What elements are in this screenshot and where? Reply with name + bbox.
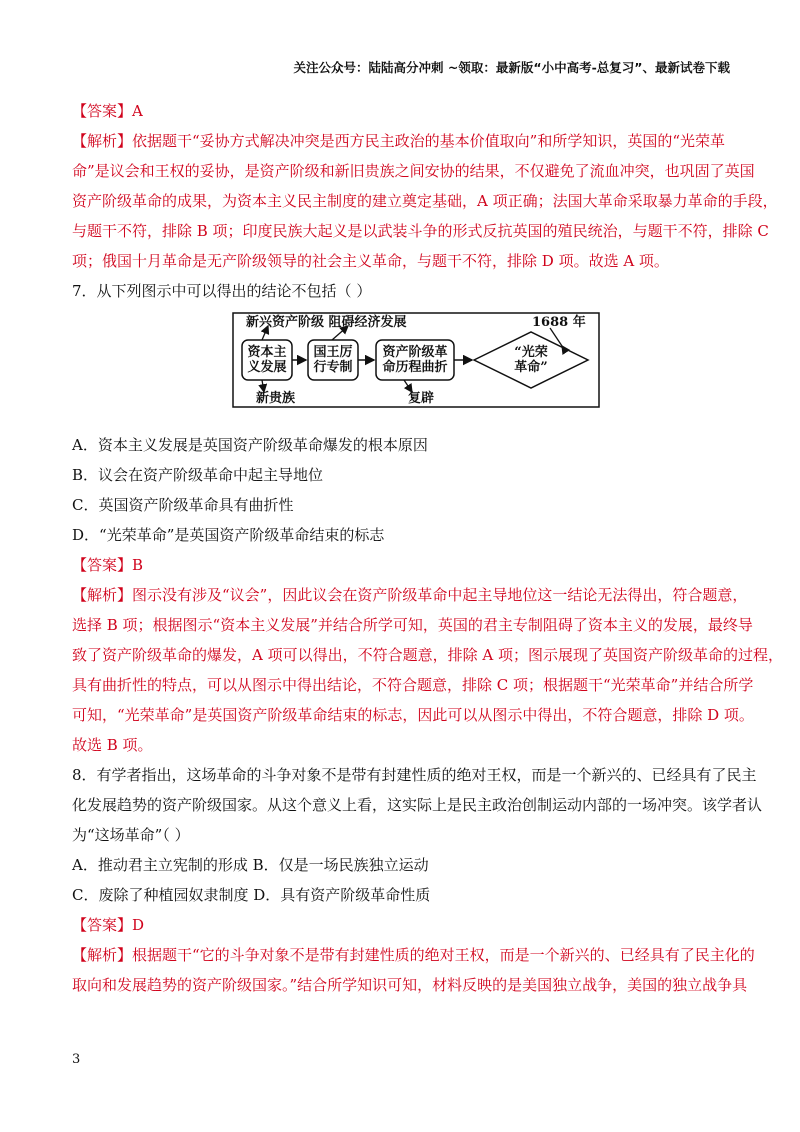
analysis-tag: 【解析】 [72, 132, 133, 150]
q6-answer [72, 96, 732, 126]
diamond-line2: 革命” [514, 360, 548, 375]
q8-stem-line: 化发展趋势的资产阶级国家。从这个意义上看，这实际上是民主政治创制运动内部的一场冲突。该学者认 [72, 796, 763, 814]
q6-analysis-line: 命”是议会和王权的妥协，是资产阶级和新旧贵族之间安协的结果，不仅避免了流血冲突，也巩固了英国 [72, 162, 755, 180]
diamond-label [503, 345, 559, 375]
diagram-bottom-mid: 复辟 [408, 391, 435, 406]
q7-analysis-line [72, 580, 748, 610]
q7-answer [72, 550, 732, 580]
box1-line2: 义发展 [247, 360, 287, 375]
q8-analysis-line [72, 940, 755, 970]
box3-line1: 资产阶级革 [382, 345, 448, 360]
analysis-text: 依据题干“妥协方式解决冲突是西方民主政治的基本价值取向”和所学知识，英国的“光荣革 [132, 132, 726, 150]
diagram-bottom-left: 新贵族 [256, 391, 296, 406]
diagram-year: 1688 年 [532, 315, 586, 330]
q7-stem: 7．从下列图示中可以得出的结论不包括（ ） [72, 282, 372, 300]
answer-tag: 【答案】 [72, 916, 133, 934]
answer-value: A [132, 102, 143, 120]
q6-analysis-line: 项；俄国十月革命是无产阶级领导的社会主义革命，与题干不符，排除 D 项。故选 A 项。 [72, 252, 669, 270]
option-a: A．资本主义发展是英国资产阶级革命爆发的根本原因 [72, 436, 428, 454]
q8-option-row: A．推动君主立宪制的形成 B．仅是一场民族独立运动 [72, 856, 429, 874]
box2-label [310, 345, 356, 375]
option-d: D．“光荣革命”是英国资产阶级革命结束的标志 [72, 526, 385, 544]
box3-line2: 命历程曲折 [382, 360, 448, 375]
q7-flow-diagram [232, 312, 600, 408]
page-content [72, 96, 783, 1000]
option-c: C．英国资产阶级革命具有曲折性 [72, 496, 294, 514]
q6-analysis-line: 与题干不符，排除 B 项；印度民族大起义是以武装斗争的形式反抗英国的殖民统治，与题干不符，排除 C [72, 222, 769, 240]
q7-analysis-line: 具有曲折性的特点，可以从图示中得出结论，不符合题意，排除 C 项；根据题干“光荣革命”并结合所学 [72, 676, 754, 694]
box2-line1: 国王厉 [313, 345, 353, 360]
q7-analysis-line: 故选 B 项。 [72, 736, 153, 754]
answer-value: D [132, 916, 145, 934]
analysis-tag: 【解析】 [72, 946, 133, 964]
diamond-line1: “光荣 [514, 345, 548, 360]
option-b: B．议会在资产阶级革命中起主导地位 [72, 466, 324, 484]
q7-options [72, 430, 732, 550]
box1-label [244, 345, 290, 375]
q8-option-row: C．废除了种植园奴隶制度 D．具有资产阶级革命性质 [72, 886, 431, 904]
page-header: 关注公众号：陆陆高分冲刺 ~领取：最新版“小中高考-总复习”、最新试卷下载 [293, 60, 730, 75]
analysis-text: 图示没有涉及“议会”，因此议会在资产阶级革命中起主导地位这一结论无法得出，符合题意， [132, 586, 748, 604]
box3-label [378, 345, 452, 375]
q8-analysis-line: 取向和发展趋势的资产阶级国家。”结合所学知识可知，材料反映的是美国独立战争，美国的独立战争具 [72, 976, 748, 994]
q8-stem-line: 8．有学者指出，这场革命的斗争对象不是带有封建性质的绝对王权，而是一个新兴的、已经具有了民主 [72, 766, 757, 784]
page-number: 3 [72, 1052, 81, 1067]
q7-analysis-line: 可知，“光荣革命”是英国资产阶级革命结束的标志，因此可以从图示中得出，不符合题意，排除 D 项。 [72, 706, 754, 724]
answer-tag: 【答案】 [72, 102, 133, 120]
box1-line1: 资本主 [247, 345, 287, 360]
q6-analysis-line [72, 126, 732, 156]
q7-analysis-line: 致了资产阶级革命的爆发，A 项可以得出，不符合题意，排除 A 项；图示展现了英国资产阶级革命的过程， [72, 646, 783, 664]
box2-line2: 行专制 [313, 360, 353, 375]
q8-answer [72, 910, 732, 940]
q8-stem-line: 为“这场革命”（ ） [72, 826, 190, 844]
q7-analysis-line: 选择 B 项；根据图示“资本主义发展”并结合所学可知，英国的君主专制阻碍了资本主义的发展，最终导 [72, 616, 753, 634]
answer-value: B [132, 556, 144, 574]
q6-analysis-line: 资产阶级革命的成果，为资本主义民主制度的建立奠定基础，A 项正确；法国大革命采取暴力革命的手段， [72, 192, 778, 210]
analysis-tag: 【解析】 [72, 586, 133, 604]
diagram-top-label: 新兴资产阶级 阻碍经济发展 [246, 315, 407, 330]
answer-tag: 【答案】 [72, 556, 133, 574]
analysis-text: 根据题干“它的斗争对象不是带有封建性质的绝对王权，而是一个新兴的、已经具有了民主化的 [132, 946, 755, 964]
